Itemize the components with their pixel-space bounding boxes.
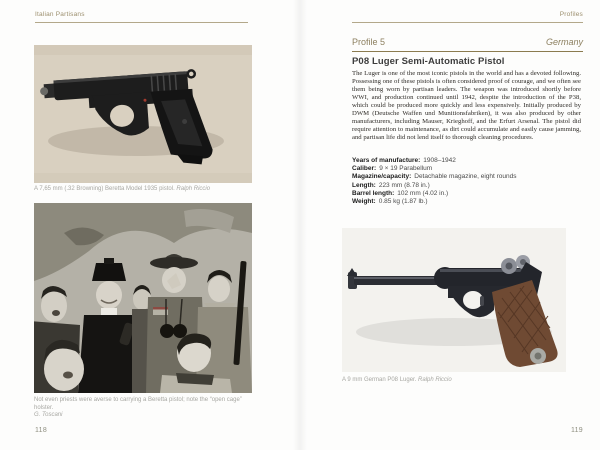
- spec-row: [352, 190, 581, 198]
- spec-label: Length:: [352, 181, 376, 189]
- page-number-right: 119: [570, 427, 583, 434]
- spec-row: [352, 173, 581, 181]
- running-header-right-label: Profiles: [559, 11, 583, 18]
- spec-value: 9 × 19 Parabellum: [379, 165, 433, 173]
- spec-value: 102 mm (4.02 in.): [397, 189, 449, 197]
- caption-credit: Ralph Riccio: [418, 377, 452, 383]
- beretta-pistol-illustration: [34, 45, 252, 183]
- spec-row: [352, 182, 581, 190]
- spec-label: Years of manufacture:: [352, 157, 421, 164]
- spec-value: 0.85 kg (1.87 lb.): [378, 198, 428, 206]
- spec-label: Barrel length:: [352, 189, 395, 197]
- spec-row: [352, 157, 581, 165]
- group-photo-caption: [34, 397, 252, 420]
- spec-label: Magazine/capacity:: [352, 173, 412, 181]
- spec-row: [352, 198, 581, 206]
- caption-text: A 7,65 mm (.32 Browning) Beretta Model 1935 pistol.: [34, 186, 175, 192]
- running-header-left-label: Italian Partisans: [35, 11, 85, 18]
- spec-row: [352, 165, 581, 173]
- caption-text: Not even priests were averse to carrying a Beretta pistol; note the “open cage” holster.: [34, 397, 242, 411]
- article-body: The Luger is one of the most iconic pistols in the world and has a devoted following. Possessing one of these pistols is often considered proof of courage, and we often see them being worn by partisan leaders. The weapon was introduced shortly before WWI, and production continued until 1942, despite the introduction of the P38, which could be produced more quickly and less expensively. Initially produced by DWM (Deutsche Waffen und Munitionsfabriken), it was also produced by other manufacturers, including Mauser, Krieghoff, and the Erfurt Arsenal. The pistol did require attention to maintenance, as dirt could accumulate and easily cause jamming, and partisan life did not lend itself to thorough cleaning procedures.: [352, 70, 581, 141]
- spec-label: Caliber:: [352, 165, 377, 173]
- spec-value: Detachable magazine, eight rounds: [414, 173, 517, 181]
- caption-text: A 9 mm German P08 Luger.: [342, 377, 417, 383]
- spec-list: [352, 157, 581, 206]
- beretta-photo-caption: [34, 186, 252, 194]
- spec-value: 223 mm (8.78 in.): [378, 181, 430, 189]
- beretta-pistol-photo: [34, 45, 252, 183]
- caption-credit: Ralph Riccio: [176, 186, 211, 192]
- profile-number: Profile 5: [352, 37, 386, 47]
- page-gutter: [293, 0, 307, 450]
- article-title: P08 Luger Semi-Automatic Pistol: [352, 56, 505, 67]
- partisans-group-illustration: [34, 203, 252, 393]
- page-number-left: 118: [35, 427, 48, 434]
- spec-label: Weight:: [352, 198, 376, 206]
- profile-country: Germany: [545, 37, 583, 47]
- profile-header: [352, 37, 583, 52]
- running-header-left: [35, 11, 248, 23]
- partisans-group-photo: [34, 203, 252, 393]
- luger-photo-caption: [342, 377, 566, 385]
- luger-pistol-photo: [342, 228, 566, 372]
- running-header-right: [352, 11, 583, 23]
- spec-value: 1908–1942: [423, 157, 456, 164]
- caption-credit: G. Toscani: [34, 412, 63, 418]
- luger-pistol-illustration: [342, 228, 566, 372]
